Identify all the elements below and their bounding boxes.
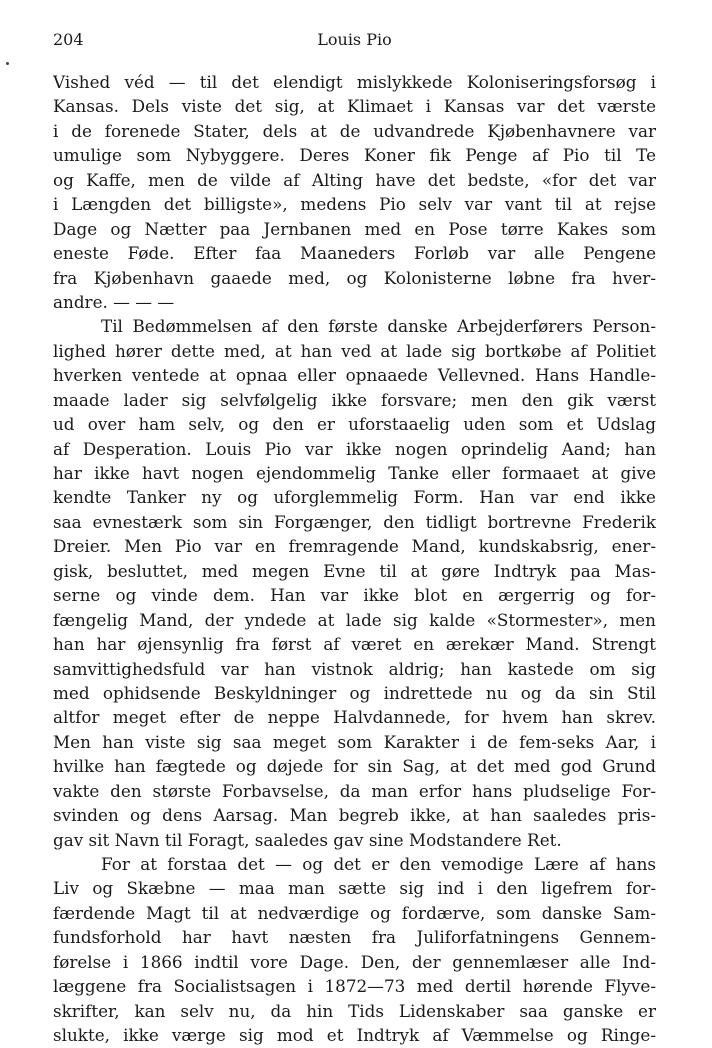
text-line: umulige som Nybyggere. Deres Koner fik Penge af Pio til Te: [53, 145, 656, 166]
margin-speck: [6, 62, 9, 65]
text-line: saa evnestærk som sin Forgænger, den tidligt bortrevne Frederik: [53, 511, 656, 532]
text-line: hvilke han fægtede og døjede for sin Sag, at det med god Grund: [53, 756, 656, 777]
paragraph-first-line: Til Bedømmelsen af den første danske Arbejderførers Person-: [101, 316, 656, 337]
text-line: serne og vinde dem. Han var ikke blot en ærgerrig og for-: [53, 585, 656, 606]
text-line: Vished véd — til det elendigt mislykkede Koloniseringsforsøg i: [53, 72, 656, 92]
text-line: førelse i 1866 indtil vore Dage. Den, der gennemlæser alle Ind-: [53, 951, 656, 972]
text-line: slukte, ikke værge sig mod et Indtryk af Væmmelse og Ringe-: [53, 1025, 656, 1046]
text-line: læggene fra Socialistsagen i 1872—73 med dertil hørende Flyve-: [53, 976, 656, 997]
text-line: fængelig Mand, der yndede at lade sig kalde «Stormester», men: [53, 609, 656, 630]
text-line: hverken ventede at opnaa eller opnaaede Vellevned. Hans Handle-: [53, 365, 656, 386]
text-line: Kansas. Dels viste det sig, at Klimaet i Kansas var det værste: [53, 96, 656, 117]
text-line: af Desperation. Louis Pio var ikke nogen oprindelig Aand; han: [53, 438, 656, 459]
text-line: kendte Tanker ny og uforglemmelig Form. Han var end ikke: [53, 487, 656, 508]
text-line: med ophidsende Beskyldninger og indrettede nu og da sin Stil: [53, 682, 656, 703]
text-line: færdende Magt til at nedværdige og fordærve, som danske Sam-: [53, 902, 656, 923]
body-text: [53, 70, 656, 1048]
text-line: Men han viste sig saa meget som Karakter i de fem-seks Aar, i: [53, 731, 656, 752]
paragraph-first-line: For at forstaa det — og det er den vemodige Lære af hans: [101, 854, 656, 874]
text-line: gav sit Navn til Foragt, saaledes gav sine Modstandere Ret.: [53, 829, 562, 850]
text-line: i de forenede Stater, dels at de udvandrede Kjøbenhavnere var: [53, 120, 656, 141]
text-line: samvittighedsfuld var han vistnok aldrig; han kastede om sig: [53, 658, 656, 679]
text-line: lighed hører dette med, at han ved at lade sig bortkøbe af Politiet: [53, 340, 656, 361]
text-line: eneste Føde. Efter faa Maaneders Forløb var alle Pengene: [53, 243, 656, 264]
text-line: maade lader sig selvfølgelig ikke forsvare; men den gik værst: [53, 389, 656, 410]
text-line: altfor meget efter de neppe Halvdannede, for hvem han skrev.: [53, 707, 656, 728]
text-line: Liv og Skæbne — maa man sætte sig ind i den ligefrem for-: [53, 878, 656, 899]
text-line: vakte den største Forbavselse, da man erfor hans pludselige For-: [53, 780, 656, 801]
text-line: i Længden det billigste», medens Pio selv var vant til at rejse: [53, 194, 656, 215]
running-head: Louis Pio: [317, 30, 392, 49]
text-line: svinden og dens Aarsag. Man begreb ikke, at han saaledes pris-: [53, 805, 656, 826]
text-line: skrifter, kan selv nu, da hin Tids Lidenskaber saa ganske er: [53, 1000, 656, 1021]
text-line: har ikke havt nogen ejendommelig Tanke eller formaaet at give: [53, 463, 656, 483]
page-header: [53, 30, 656, 54]
text-line: og Kaffe, men de vilde af Alting have det bedste, «for det var: [53, 169, 656, 190]
text-line: gisk, besluttet, med megen Evne til at gøre Indtryk paa Mas-: [53, 560, 656, 581]
text-line: andre. — — —: [53, 291, 175, 312]
text-line: han har øjensynlig fra først af været en ærekær Mand. Strengt: [53, 634, 656, 655]
page-number: 204: [53, 30, 84, 49]
text-line: ud over ham selv, og den er uforstaaelig uden som et Udslag: [53, 414, 656, 435]
text-line: fra Kjøbenhavn gaaede med, og Kolonisterne løbne fra hver-: [53, 267, 656, 288]
text-line: Dreier. Men Pio var en fremragende Mand, kundskabsrig, ener-: [53, 536, 656, 557]
text-line: fundsforhold har havt næsten fra Juliforfatningens Gennem-: [53, 927, 656, 948]
text-line: Dage og Nætter paa Jernbanen med en Pose tørre Kakes som: [53, 218, 656, 239]
